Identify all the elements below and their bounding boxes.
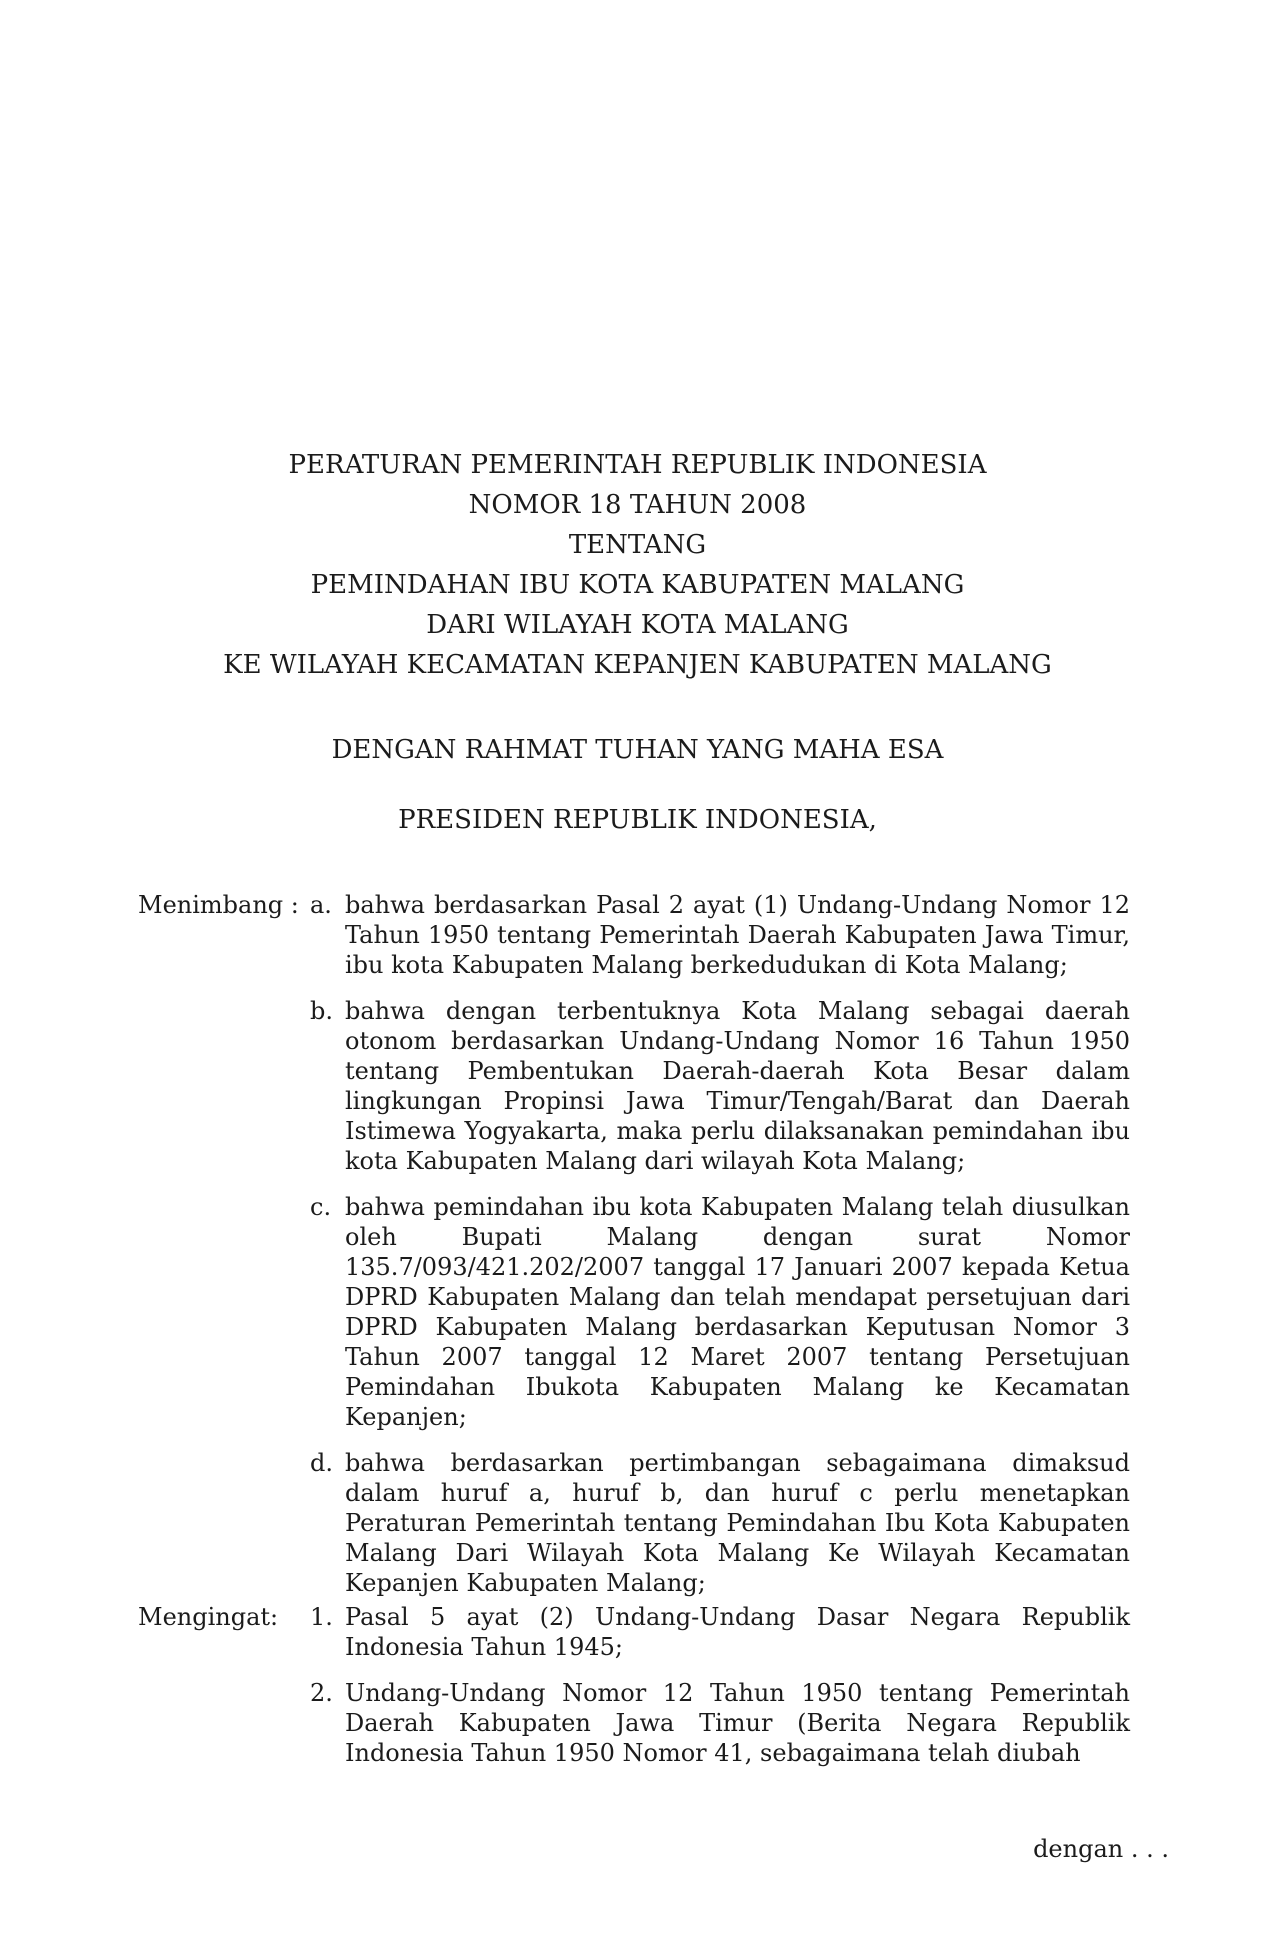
list-item (310, 1602, 1130, 1662)
issuer-line: PRESIDEN REPUBLIK INDONESIA, (398, 805, 877, 835)
title-line-number: NOMOR 18 TAHUN 2008 (468, 490, 807, 520)
item-marker: 2. (310, 1679, 333, 1707)
item-text: Pasal 5 ayat (2) Undang-Undang Dasar Negara Republik Indonesia Tahun 1945; (345, 1603, 1130, 1661)
item-marker: d. (310, 1449, 333, 1477)
item-text: bahwa berdasarkan Pasal 2 ayat (1) Undang-Undang Nomor 12 Tahun 1950 tentang Pemerintah Daerah Kabupaten Jawa Timur, ibu kota Kabupaten Malang berkedudukan di Kota Malang; (345, 891, 1130, 979)
section-label-menimbang: Menimbang : (138, 891, 299, 919)
list-item (310, 1678, 1130, 1768)
item-marker: a. (310, 891, 332, 919)
item-text: bahwa dengan terbentuknya Kota Malang sebagai daerah otonom berdasarkan Undang-Undang Nomor 16 Tahun 1950 tentang Pembentukan Daerah-daerah Kota Besar dalam lingkungan Propinsi Jawa Timur/Tengah/Barat dan Daerah Istimewa Yogyakarta, maka perlu dilaksanakan pemindahan ibu kota Kabupaten Malang dari wilayah Kota Malang; (345, 997, 1130, 1175)
list-item (310, 890, 1130, 980)
item-text: bahwa pemindahan ibu kota Kabupaten Malang telah diusulkan oleh Bupati Malang dengan surat Nomor 135.7/093/421.202/2007 tanggal 17 Januari 2007 kepada Ketua DPRD Kabupaten Malang dan telah mendapat persetujuan dari DPRD Kabupaten Malang berdasarkan Keputusan Nomor 3 Tahun 2007 tanggal 12 Maret 2007 tentang Persetujuan Pemindahan Ibukota Kabupaten Malang ke Kecamatan Kepanjen; (345, 1193, 1130, 1431)
title-line-subject-1: PEMINDAHAN IBU KOTA KABUPATEN MALANG (310, 570, 965, 600)
motto-line: DENGAN RAHMAT TUHAN YANG MAHA ESA (331, 735, 944, 765)
item-marker: b. (310, 997, 333, 1025)
item-text: Undang-Undang Nomor 12 Tahun 1950 tentang Pemerintah Daerah Kabupaten Jawa Timur (Berita Negara Republik Indonesia Tahun 1950 Nomor 41, sebagaimana telah diubah (345, 1679, 1130, 1767)
section-considering (138, 890, 1130, 1598)
title-line-regulation: PERATURAN PEMERINTAH REPUBLIK INDONESIA (288, 450, 987, 480)
item-text: bahwa berdasarkan pertimbangan sebagaimana dimaksud dalam huruf a, huruf b, dan huruf c perlu menetapkan Peraturan Pemerintah tentang Pemindahan Ibu Kota Kabupaten Malang Dari Wilayah Kota Malang Ke Wilayah Kecamatan Kepanjen Kabupaten Malang; (345, 1449, 1130, 1597)
catchword: dengan . . . (1033, 1835, 1169, 1863)
document-body (138, 890, 1130, 1768)
title-line-about: TENTANG (568, 530, 707, 560)
recalling-items (310, 1602, 1130, 1768)
document-title-block (0, 445, 1275, 685)
item-marker: c. (310, 1193, 332, 1221)
title-line-subject-2: DARI WILAYAH KOTA MALANG (426, 610, 849, 640)
list-item (310, 1448, 1130, 1598)
considering-items (310, 890, 1130, 1598)
section-label-mengingat: Mengingat: (138, 1603, 279, 1631)
item-marker: 1. (310, 1603, 333, 1631)
list-item (310, 1192, 1130, 1432)
title-line-subject-3: KE WILAYAH KECAMATAN KEPANJEN KABUPATEN MALANG (223, 650, 1052, 680)
section-recalling (138, 1602, 1130, 1768)
list-item (310, 996, 1130, 1176)
